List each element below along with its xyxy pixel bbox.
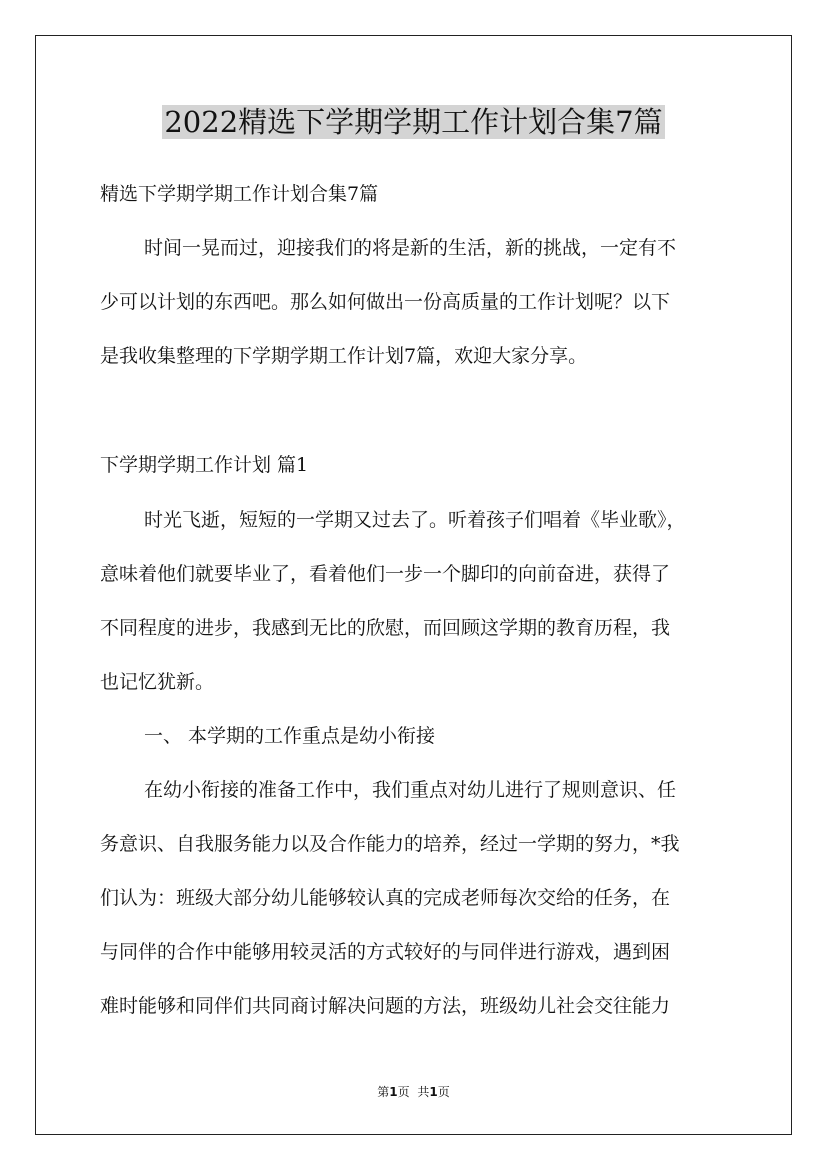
- total-pages: 1: [429, 1085, 438, 1099]
- document-subtitle: 精选下学期学期工作计划合集7篇: [100, 183, 379, 205]
- document-title: [0, 100, 827, 144]
- page-footer: [0, 1083, 827, 1101]
- body-line: 在幼小衔接的准备工作中，我们重点对幼儿进行了规则意识、任: [144, 779, 677, 801]
- document-title-text: 2022精选下学期学期工作计划合集7篇: [164, 105, 663, 139]
- page-label-prefix: 第: [377, 1085, 390, 1099]
- intro-line: 时间一晃而过，迎接我们的将是新的生活，新的挑战，一定有不: [144, 237, 677, 259]
- section-line: 意味着他们就要毕业了，看着他们一步一个脚印的向前奋进，获得了: [100, 563, 671, 585]
- body-line: 们认为：班级大部分幼儿能够较认真的完成老师每次交给的任务，在: [100, 887, 671, 909]
- page-label-suffix: 页: [397, 1085, 410, 1099]
- page-number: 1: [389, 1085, 398, 1099]
- total-label-prefix: 共: [417, 1085, 430, 1099]
- subheading: 一、 本学期的工作重点是幼小衔接: [144, 725, 436, 747]
- body-line: 务意识、自我服务能力以及合作能力的培养，经过一学期的努力，*我: [100, 833, 680, 855]
- section-line: 时光飞逝，短短的一学期又过去了。听着孩子们唱着《毕业歌》，: [144, 509, 686, 531]
- body-line: 与同伴的合作中能够用较灵活的方式较好的与同伴进行游戏，遇到困: [100, 941, 671, 963]
- section-line: 不同程度的进步，我感到无比的欣慰，而回顾这学期的教育历程，我: [100, 617, 671, 639]
- section-heading: 下学期学期工作计划 篇1: [100, 454, 309, 476]
- intro-line: 少可以计划的东西吧。那么如何做出一份高质量的工作计划呢？以下: [100, 291, 671, 313]
- intro-line: 是我收集整理的下学期学期工作计划7篇，欢迎大家分享。: [100, 345, 588, 367]
- section-line: 也记忆犹新。: [100, 671, 215, 693]
- total-label-suffix: 页: [437, 1085, 450, 1099]
- body-line: 难时能够和同伴们共同商讨解决问题的方法，班级幼儿社会交往能力: [100, 995, 671, 1017]
